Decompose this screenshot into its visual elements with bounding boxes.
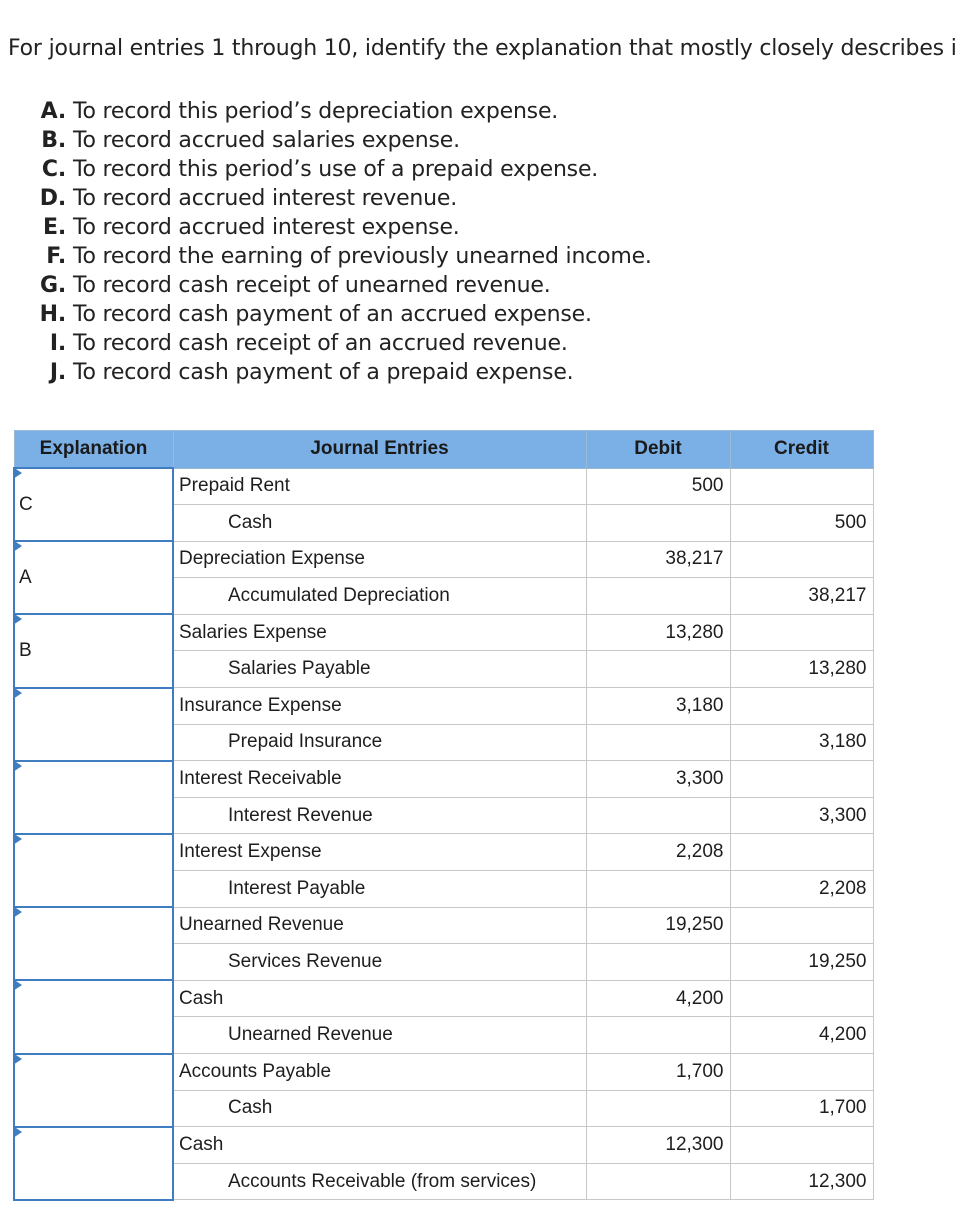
option-key: J. [49,360,66,385]
option-text: To record accrued interest revenue. [73,186,458,211]
option-b [0,126,700,155]
option-e [0,213,700,242]
option-text: To record this period’s use of a prepaid expense. [73,157,599,182]
entry-2-debit-row [14,541,873,578]
option-text: To record cash receipt of an accrued revenue. [73,331,568,356]
explanation-dropdown-4[interactable] [14,688,173,761]
explanation-dropdown-7[interactable] [14,907,173,980]
entry-8-debit-row [14,980,873,1017]
credit-header: Credit [730,431,873,469]
debit-account-cell: Cash [173,980,586,1017]
credit-account-cell: Accumulated Depreciation [173,578,586,615]
debit-account-cell: Unearned Revenue [173,907,586,944]
entry-3-debit-row [14,614,873,651]
debit-amount-cell: 1,700 [586,1054,730,1091]
credit-account-cell: Accounts Receivable (from services) [173,1163,586,1200]
option-key: H. [39,302,66,327]
debit-amount-cell [586,944,730,981]
credit-amount-cell [730,834,873,871]
option-a [0,97,700,126]
dropdown-marker-icon [13,1126,22,1138]
credit-account-cell: Prepaid Insurance [173,724,586,761]
credit-account-cell: Cash [173,1090,586,1127]
explanation-value: A [19,566,32,588]
debit-account-cell: Interest Receivable [173,761,586,798]
credit-account-cell: Salaries Payable [173,651,586,688]
credit-amount-cell [730,541,873,578]
credit-amount-cell: 500 [730,505,873,542]
credit-amount-cell [730,907,873,944]
explanation-dropdown-8[interactable] [14,980,173,1053]
debit-account-cell: Prepaid Rent [173,468,586,505]
debit-account-cell: Accounts Payable [173,1054,586,1091]
explanation-value: B [19,639,32,661]
option-text: To record cash payment of a prepaid expense. [73,360,574,385]
option-f [0,242,700,271]
instruction-text: For journal entries 1 through 10, identify the explanation that mostly closely describes i [8,36,957,61]
explanation-dropdown-1[interactable] [14,468,173,541]
table-header-row [14,431,873,469]
debit-amount-cell: 13,280 [586,614,730,651]
explanation-options-list [0,97,700,387]
credit-amount-cell: 19,250 [730,944,873,981]
debit-amount-cell: 3,180 [586,688,730,725]
debit-amount-cell [586,797,730,834]
option-i [0,329,700,358]
option-key: B. [41,128,66,153]
debit-amount-cell [586,1017,730,1054]
dropdown-marker-icon [13,467,22,479]
credit-account-cell: Interest Payable [173,871,586,908]
option-text: To record cash receipt of unearned revenue. [73,273,551,298]
entry-10-debit-row [14,1127,873,1164]
credit-account-cell: Interest Revenue [173,797,586,834]
explanation-header: Explanation [14,431,173,469]
option-key: F. [46,244,66,269]
debit-amount-cell [586,651,730,688]
credit-amount-cell [730,1054,873,1091]
dropdown-marker-icon [13,833,22,845]
debit-account-cell: Cash [173,1127,586,1164]
entry-7-debit-row [14,907,873,944]
option-key: C. [41,157,66,182]
debit-amount-cell: 4,200 [586,980,730,1017]
dropdown-marker-icon [13,613,22,625]
credit-account-cell: Services Revenue [173,944,586,981]
credit-amount-cell: 38,217 [730,578,873,615]
debit-amount-cell [586,578,730,615]
option-j [0,358,700,387]
option-text: To record the earning of previously unearned income. [73,244,652,269]
explanation-dropdown-5[interactable] [14,761,173,834]
debit-amount-cell: 2,208 [586,834,730,871]
explanation-dropdown-9[interactable] [14,1054,173,1127]
credit-amount-cell: 1,700 [730,1090,873,1127]
dropdown-marker-icon [13,979,22,991]
debit-amount-cell [586,505,730,542]
debit-amount-cell [586,724,730,761]
option-g [0,271,700,300]
debit-header: Debit [586,431,730,469]
journal-entries-table [13,430,874,1201]
entry-4-debit-row [14,688,873,725]
explanation-dropdown-10[interactable] [14,1127,173,1200]
dropdown-marker-icon [13,906,22,918]
credit-amount-cell: 3,180 [730,724,873,761]
journal-entries-header: Journal Entries [173,431,586,469]
credit-amount-cell: 2,208 [730,871,873,908]
dropdown-marker-icon [13,540,22,552]
dropdown-marker-icon [13,1053,22,1065]
option-c [0,155,700,184]
debit-amount-cell [586,871,730,908]
option-key: D. [39,186,66,211]
debit-account-cell: Salaries Expense [173,614,586,651]
entry-5-debit-row [14,761,873,798]
option-text: To record cash payment of an accrued expense. [73,302,592,327]
entry-1-debit-row [14,468,873,505]
credit-amount-cell [730,761,873,798]
explanation-dropdown-3[interactable] [14,614,173,687]
credit-amount-cell: 3,300 [730,797,873,834]
credit-amount-cell [730,1127,873,1164]
credit-amount-cell: 4,200 [730,1017,873,1054]
option-key: G. [39,273,66,298]
debit-amount-cell: 12,300 [586,1127,730,1164]
explanation-value: C [19,493,33,515]
dropdown-marker-icon [13,687,22,699]
debit-amount-cell [586,1163,730,1200]
option-key: A. [40,99,66,124]
credit-account-cell: Cash [173,505,586,542]
option-text: To record accrued interest expense. [73,215,460,240]
debit-amount-cell: 3,300 [586,761,730,798]
credit-account-cell: Unearned Revenue [173,1017,586,1054]
debit-account-cell: Interest Expense [173,834,586,871]
option-d [0,184,700,213]
debit-account-cell: Insurance Expense [173,688,586,725]
entry-9-debit-row [14,1054,873,1091]
credit-amount-cell [730,614,873,651]
credit-amount-cell: 13,280 [730,651,873,688]
option-key: I. [49,331,66,356]
debit-amount-cell: 500 [586,468,730,505]
option-key: E. [43,215,66,240]
credit-amount-cell [730,980,873,1017]
explanation-dropdown-6[interactable] [14,834,173,907]
entry-6-debit-row [14,834,873,871]
explanation-dropdown-2[interactable] [14,541,173,614]
option-text: To record accrued salaries expense. [73,128,460,153]
debit-amount-cell: 38,217 [586,541,730,578]
option-h [0,300,700,329]
debit-account-cell: Depreciation Expense [173,541,586,578]
credit-amount-cell [730,688,873,725]
debit-amount-cell: 19,250 [586,907,730,944]
dropdown-marker-icon [13,760,22,772]
debit-amount-cell [586,1090,730,1127]
credit-amount-cell [730,468,873,505]
option-text: To record this period’s depreciation expense. [73,99,559,124]
credit-amount-cell: 12,300 [730,1163,873,1200]
